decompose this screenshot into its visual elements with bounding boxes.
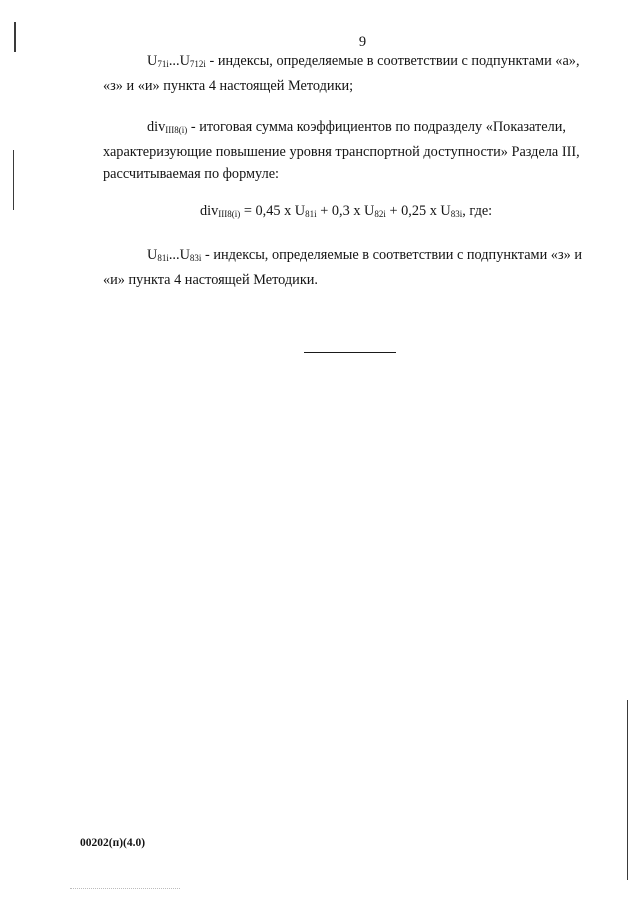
paragraph-text: - индексы, определяемые в соответствии с подпунктами «з» и: [201, 247, 582, 263]
paragraph-u81-indices: [103, 244, 606, 291]
end-separator-line: [304, 352, 396, 353]
subscript: 81i: [305, 209, 317, 219]
formula-tail: , где:: [462, 203, 493, 219]
var-div: div: [147, 119, 166, 135]
subscript: 81i: [157, 253, 169, 263]
scan-margin-mark: [13, 150, 14, 210]
subscript: III8(i): [165, 125, 188, 135]
ellipsis: ...: [168, 247, 180, 263]
paragraph-u71-indices: [103, 50, 606, 97]
paragraph-div-definition: [103, 116, 606, 185]
subscript: 71i: [157, 59, 169, 69]
paragraph-text: характеризующие повышение уровня транспортной доступности» Раздела III,: [103, 144, 580, 160]
ellipsis: ...: [168, 53, 180, 69]
var-u: U: [147, 247, 158, 263]
document-code: 00202(п)(4.0): [80, 837, 146, 849]
paragraph-text: «и» пункта 4 настоящей Методики.: [103, 272, 318, 288]
page-number: 9: [358, 34, 367, 50]
var-u: U: [179, 247, 190, 263]
paragraph-text: рассчитываемая по формуле:: [103, 166, 280, 182]
var-u: U: [179, 53, 190, 69]
subscript: 712i: [189, 59, 206, 69]
paragraph-text: - индексы, определяемые в соответствии с подпунктами «а»,: [205, 53, 580, 69]
subscript: III8(i): [218, 209, 241, 219]
var-u: U: [147, 53, 158, 69]
paragraph-text: «з» и «и» пункта 4 настоящей Методики;: [103, 78, 354, 94]
paragraph-text: - итоговая сумма коэффициентов по подразделу «Показатели,: [187, 119, 566, 135]
scan-margin-mark: [627, 700, 628, 880]
formula: [200, 200, 492, 225]
formula-term: + 0,25 x U: [385, 203, 451, 219]
formula-term: = 0,45 x U: [240, 203, 306, 219]
subscript: 83i: [450, 209, 463, 219]
formula-term: + 0,3 x U: [316, 203, 375, 219]
subscript: 82i: [374, 209, 386, 219]
formula-lhs: div: [200, 203, 219, 219]
subscript: 83i: [189, 253, 202, 263]
scan-dots: [70, 888, 180, 890]
